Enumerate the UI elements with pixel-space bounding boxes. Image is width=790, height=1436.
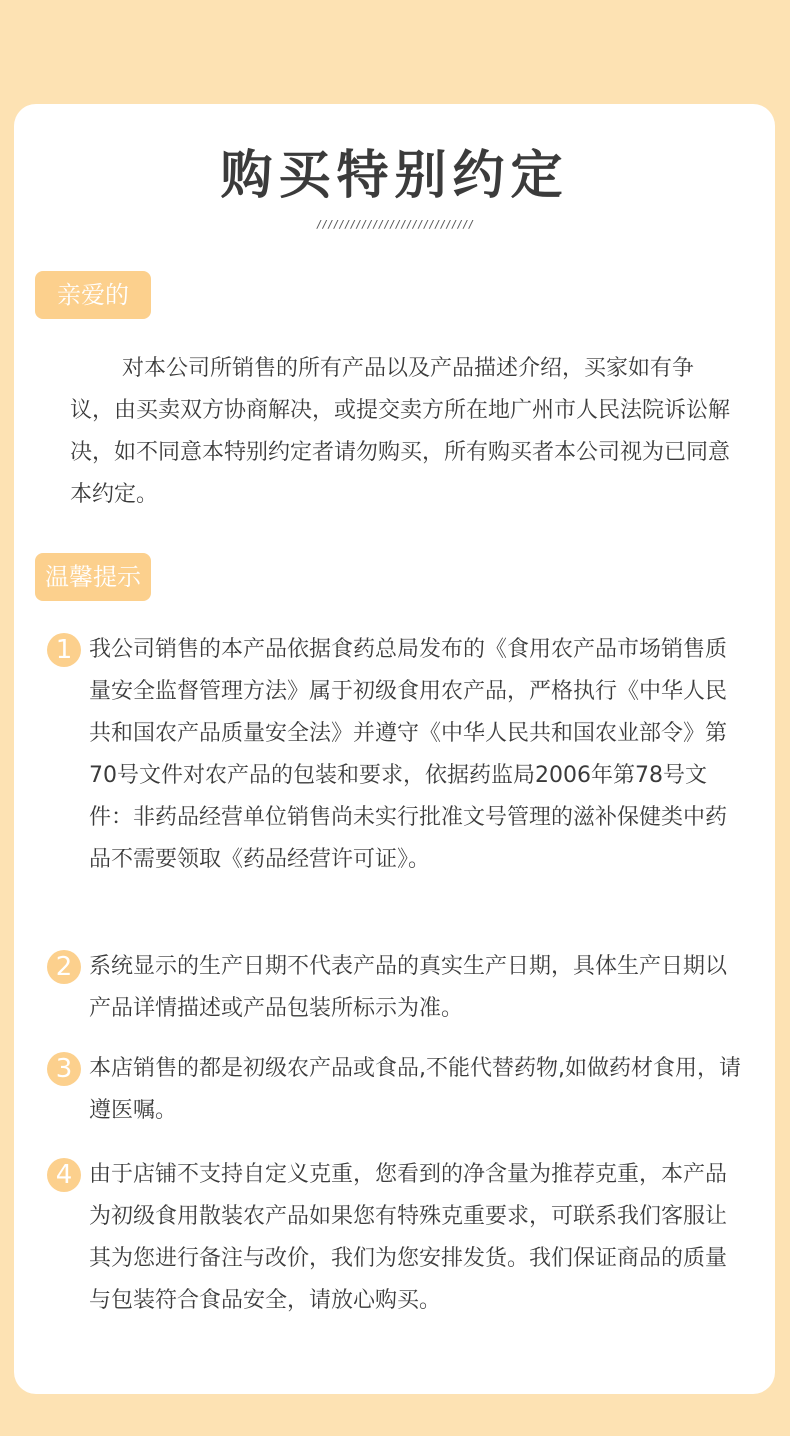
tip-item <box>47 1048 747 1132</box>
tip-text: 由于店铺不支持自定义克重，您看到的净含量为推荐克重，本产品为初级食用散装农产品如果您有特殊克重要求，可联系我们客服让其为您进行备注与改价，我们为您安排发货。我们保证商品的质量与包装符合食品安全，请放心购买。 <box>89 1162 728 1313</box>
tip-number-badge: 2 <box>47 950 81 984</box>
page-title: 购买特别约定 <box>220 146 569 206</box>
tip-text: 系统显示的生产日期不代表产品的真实生产日期，具体生产日期以产品详情描述或产品包装所标示为准。 <box>89 954 728 1021</box>
tip-text: 我公司销售的本产品依据食药总局发布的《食用农产品市场销售质量安全监督管理方法》属于初级食用农产品，严格执行《中华人民共和国农产品质量安全法》并遵守《中华人民共和国农业部令》第70号文件对农产品的包装和要求，依据药监局2006年第78号文件：非药品经营单位销售尚未实行批准文号管理的滋补保健类中药品不需要领取《药品经营许可证》。 <box>89 637 728 872</box>
title-divider: //////////////////////////// <box>315 218 474 231</box>
tip-number-badge: 4 <box>47 1158 81 1192</box>
section-tag-dear: 亲爱的 <box>35 271 151 319</box>
tip-item <box>47 946 747 1030</box>
tip-number-badge: 1 <box>47 633 81 667</box>
tip-number-badge: 3 <box>47 1052 81 1086</box>
tip-item <box>47 1154 747 1322</box>
tip-text: 本店销售的都是初级农产品或食品,不能代替药物,如做药材食用，请遵医嘱。 <box>89 1056 741 1123</box>
section-tag-tips: 温馨提示 <box>35 553 151 601</box>
agreement-text: 对本公司所销售的所有产品以及产品描述介绍，买家如有争议，由买卖双方协商解决，或提交卖方所在地广州市人民法院诉讼解决，如不同意本特别约定者请勿购买，所有购买者本公司视为已同意本约定。 <box>70 356 731 507</box>
content-card <box>14 104 775 1394</box>
tip-item <box>47 629 747 881</box>
